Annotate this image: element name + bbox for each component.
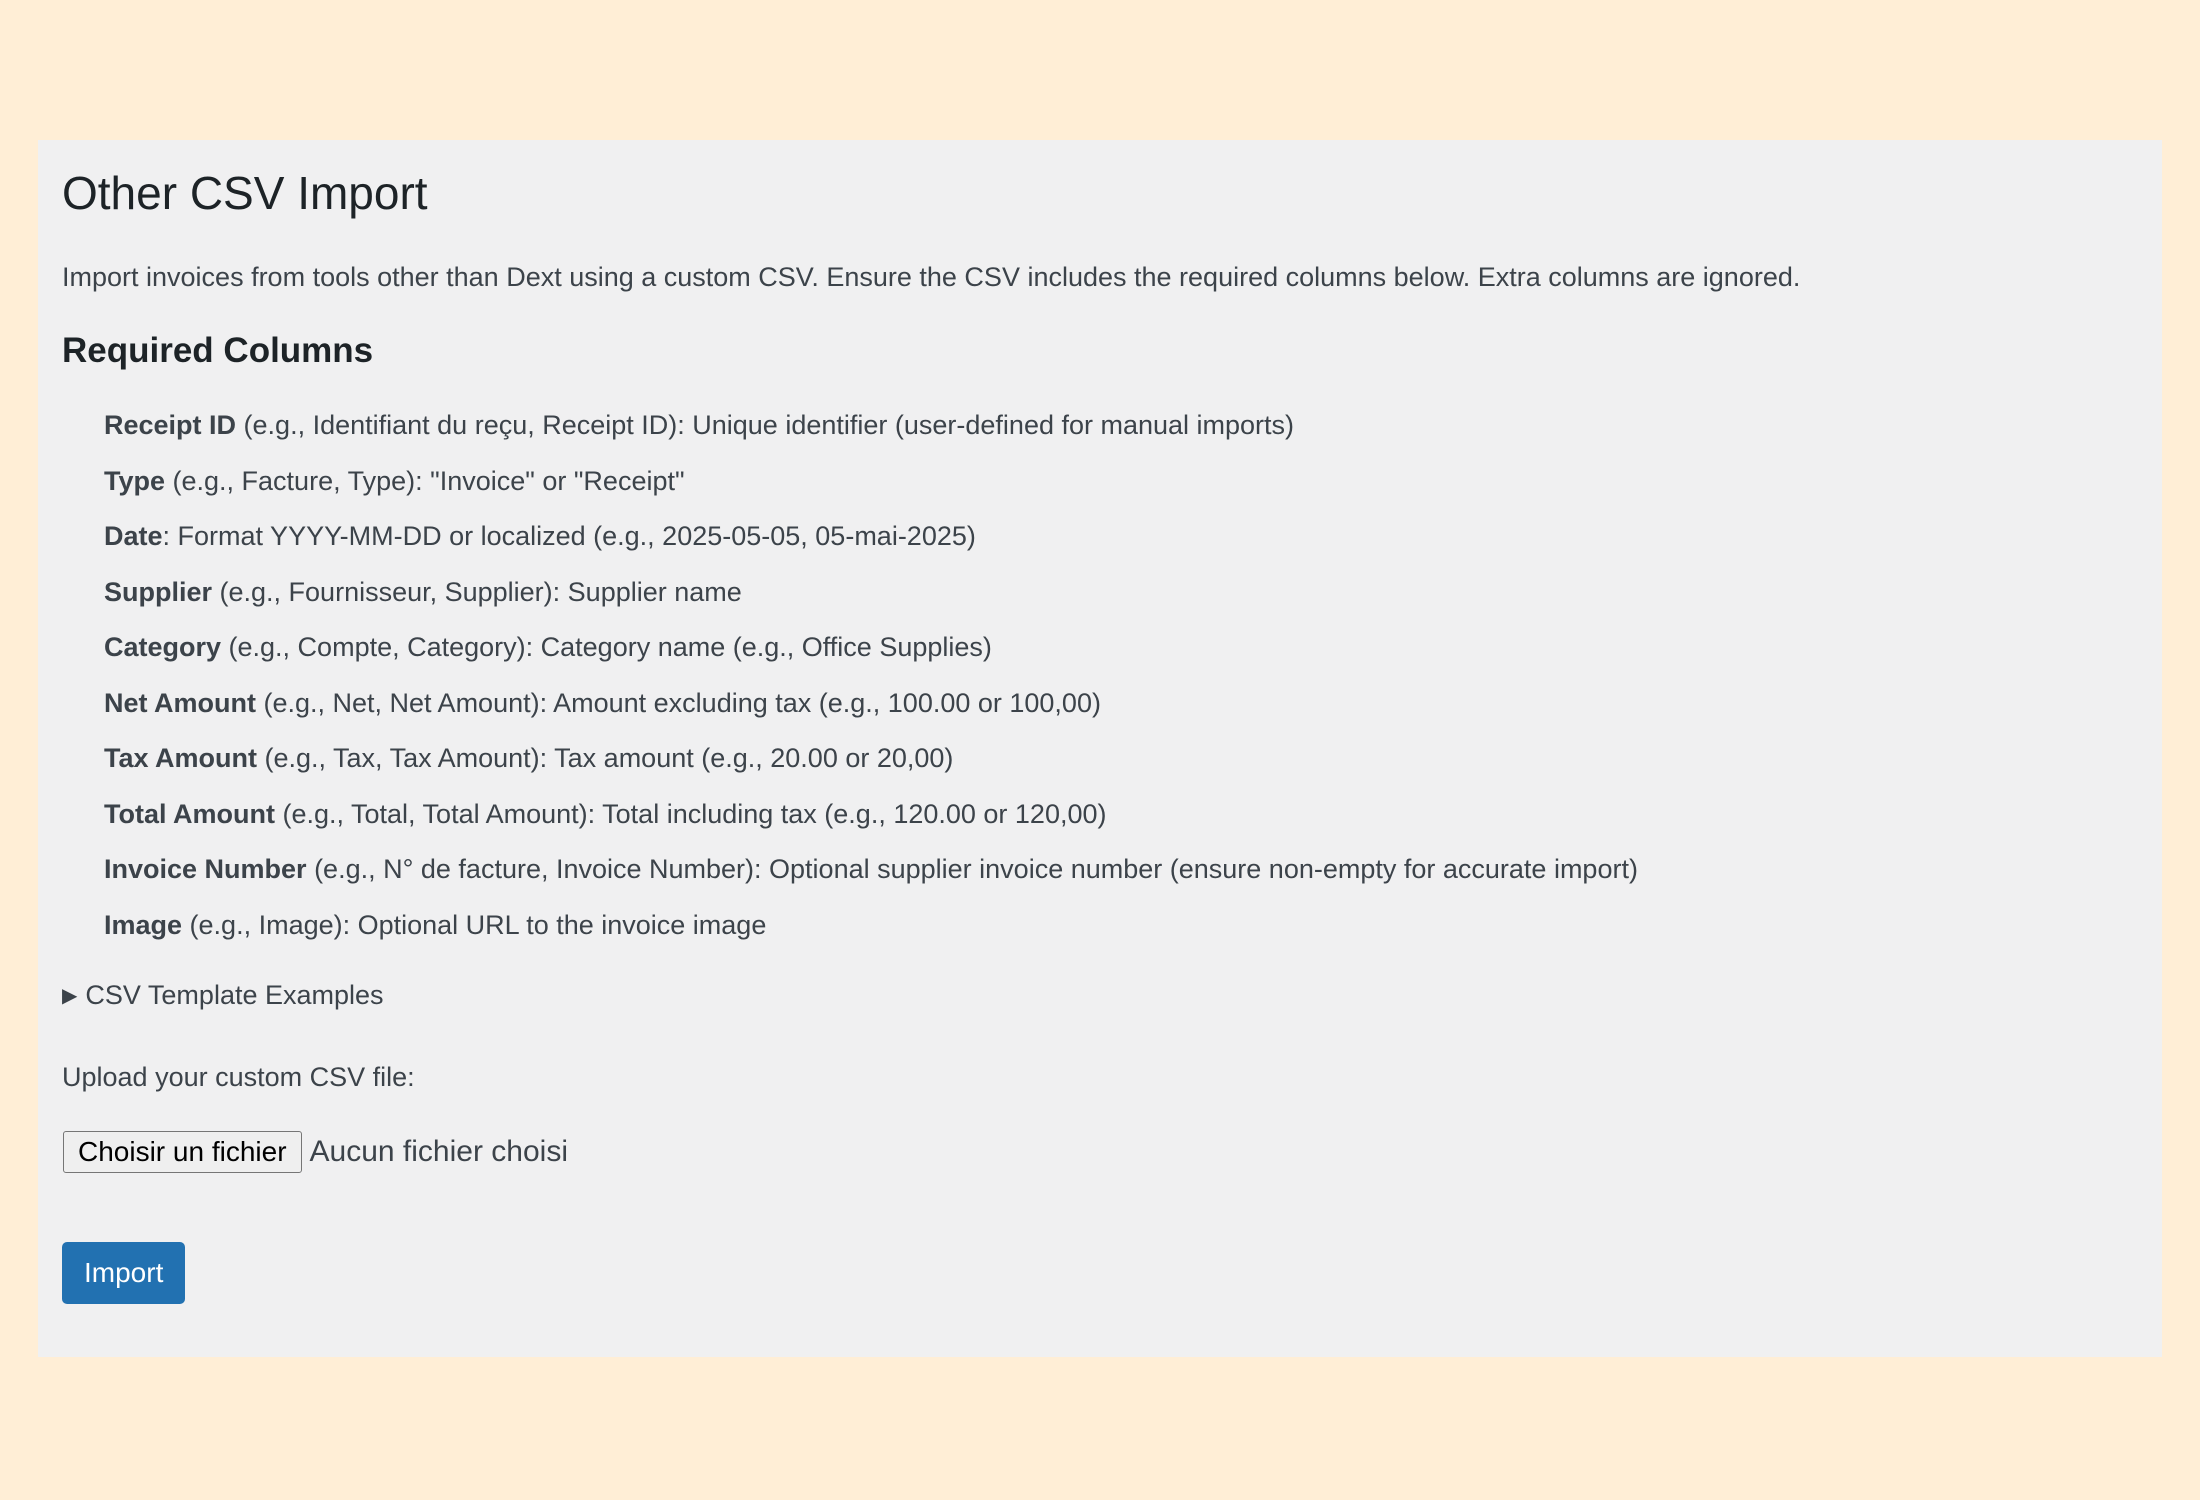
- triangle-right-icon: ▶: [62, 985, 78, 1007]
- file-status: Aucun fichier choisi: [309, 1135, 568, 1168]
- column-item: [104, 741, 1638, 797]
- column-desc: (e.g., Compte, Category): Category name (e.g., Office Supplies): [221, 632, 992, 662]
- required-columns-list: [104, 408, 1638, 963]
- column-item: [104, 852, 1638, 908]
- column-desc: : Format YYYY-MM-DD or localized (e.g., 2025-05-05, 05-mai-2025): [162, 521, 976, 551]
- column-item: [104, 519, 1638, 575]
- column-desc: (e.g., Net, Net Amount): Amount excluding tax (e.g., 100.00 or 100,00): [255, 687, 1101, 718]
- column-name: Tax Amount: [104, 743, 257, 773]
- column-item: [104, 464, 1638, 520]
- column-item: [104, 686, 1638, 742]
- intro-text: Import invoices from tools other than Dext using a custom CSV. Ensure the CSV includes the required columns below. Extra columns are ignored.: [62, 262, 1801, 292]
- column-desc: (e.g., N° de facture, Invoice Number): Optional supplier invoice number (ensure non-empty for accurate import): [306, 854, 1638, 884]
- column-name: Image: [104, 909, 183, 940]
- import-panel: [38, 140, 2162, 1357]
- import-button[interactable]: Import: [62, 1242, 185, 1304]
- page-title: Other CSV Import: [62, 167, 428, 219]
- required-columns-heading: Required Columns: [62, 331, 374, 370]
- column-name: Receipt ID: [104, 410, 237, 440]
- column-desc: (e.g., Total, Total Amount): Total including tax (e.g., 120.00 or 120,00): [274, 798, 1107, 829]
- column-name: Net Amount: [104, 687, 256, 718]
- column-desc: (e.g., Fournisseur, Supplier): Supplier name: [212, 576, 742, 607]
- file-input: [63, 1131, 568, 1173]
- column-name: Total Amount: [104, 798, 275, 829]
- column-name: Date: [104, 521, 163, 551]
- column-item: [104, 908, 1638, 964]
- csv-template-examples-label: CSV Template Examples: [85, 980, 384, 1010]
- column-desc: (e.g., Identifiant du reçu, Receipt ID): Unique identifier (user-defined for manual imports): [236, 410, 1295, 440]
- column-desc: (e.g., Image): Optional URL to the invoice image: [182, 909, 767, 940]
- column-desc: (e.g., Facture, Type): "Invoice" or "Receipt": [165, 465, 685, 496]
- column-item: [104, 408, 1638, 464]
- column-name: Invoice Number: [104, 854, 307, 884]
- csv-template-examples-toggle[interactable]: [62, 978, 384, 1013]
- column-item: [104, 575, 1638, 631]
- upload-label: Upload your custom CSV file:: [62, 1062, 415, 1092]
- choose-file-button[interactable]: Choisir un fichier: [63, 1131, 302, 1173]
- column-name: Supplier: [104, 576, 213, 607]
- column-item: [104, 797, 1638, 853]
- column-name: Type: [104, 465, 166, 496]
- column-desc: (e.g., Tax, Tax Amount): Tax amount (e.g., 20.00 or 20,00): [257, 743, 954, 773]
- column-name: Category: [104, 632, 222, 662]
- column-item: [104, 630, 1638, 686]
